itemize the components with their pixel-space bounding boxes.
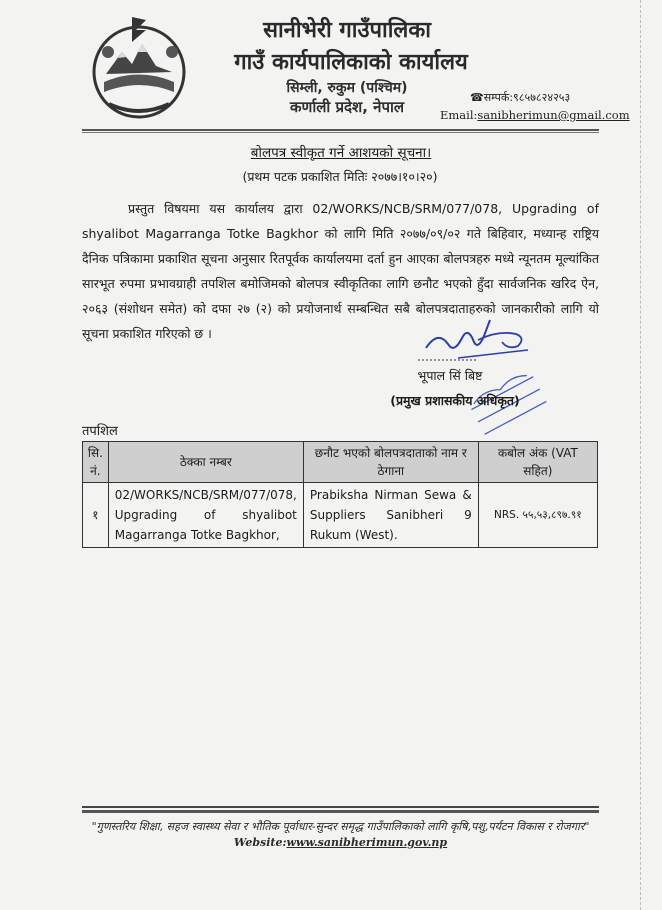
email-line — [440, 108, 630, 122]
row-bidder: Prabiksha Nirman Sewa & Suppliers Sanibheri 9 Rukum (West). — [303, 483, 478, 548]
signatory-name: भूपाल सिं बिष्ट — [417, 368, 483, 383]
col-serial: सि. नं. — [83, 442, 109, 483]
col-bidder: छनौट भएको बोलपत्रदाताको नाम र ठेगाना — [303, 442, 478, 483]
province-country: कर्णाली प्रदेश, नेपाल — [289, 98, 405, 116]
header-divider-thin — [82, 132, 599, 133]
email-label: Email: — [440, 108, 478, 122]
header-divider — [82, 129, 599, 131]
publication-date: (प्रथम पटक प्रकाशित मितिः २०७७।१०।२०) — [242, 169, 438, 184]
notice-title: बोलपत्र स्वीकृत गर्ने आशयको सूचना। — [250, 145, 432, 161]
website-label: Website: — [233, 836, 287, 849]
footer-divider — [82, 806, 599, 808]
office-location: सिम्ली, रुकुम (पश्चिम) — [286, 80, 408, 96]
col-contract: ठेक्का नम्बर — [108, 442, 303, 483]
contact-number: ☎सम्पर्क:९८५७८२४२५३ — [470, 91, 571, 104]
row-serial: १ — [83, 483, 109, 548]
nepal-emblem-icon — [84, 12, 194, 122]
municipality-name: सानीभेरी गाउँपालिका — [263, 17, 431, 43]
details-heading: तपशिल — [82, 424, 118, 439]
signatory-designation: (प्रमुख प्रशासकीय अधिकृत) — [390, 393, 520, 408]
footer-slogan: "गुणस्तरिय शिक्षा, सहज स्वास्थ्य सेवा र भौतिक पूर्वाधार-सुन्दर समृद्ध गाउँपालिकाको लागि कृषि,पशु,पर्यटन विकास र रोजगार" — [91, 820, 590, 833]
col-amount: कबोल अंक (VAT सहित) — [478, 442, 597, 483]
email-address[interactable]: sanibherimun@gmail.com — [477, 108, 630, 122]
footer-divider-thick — [82, 810, 599, 813]
scan-edge — [640, 0, 642, 910]
bid-table — [82, 441, 598, 548]
footer-website-line — [82, 836, 599, 849]
signature-icon — [418, 310, 538, 366]
table-header-row — [83, 442, 598, 483]
office-name: गाउँ कार्यपालिकाको कार्यालय — [234, 49, 468, 75]
table-row — [83, 483, 598, 548]
website-link[interactable]: www.sanibherimun.gov.np — [286, 836, 448, 849]
notice-body-text: प्रस्तुत विषयमा यस कार्यालय द्वारा 02/WORKS/NCB/SRM/077/078, Upgrading of shyalibot Magarranga Totke Bagkhor को लागि मिति २०७७/०९/०२ गते बिहिवार, मध्यान्ह राष्ट्रिय दैनिक पत्रिकामा प्रकाशित सूचना अनुसार रितपूर्वक कार्यालयमा दर्ता हुन आएका बोलपत्रहरु मध्ये न्यूनतम मूल्यांकित सारभूत रुपमा प्रभावग्राही तपशिल बमोजिमको बोलपत्र स्वीकृतिका लागि छनौट भएको हुँदा सार्वजनिक खरिद ऐन, २०६३ (संशोधन समेत) को दफा २७ (२) को प्रयोजनार्थ सम्बन्धित सबै बोलपत्रदाताहरुको जानकारीको लागि यो सूचना प्रकाशित गरिएको छ । — [82, 201, 599, 341]
row-contract: 02/WORKS/NCB/SRM/077/078, Upgrading of shyalibot Magarranga Totke Bagkhor, — [108, 483, 303, 548]
table-bottom-border — [82, 547, 598, 548]
row-amount: NRS. ५५,५३,८९७.९१ — [478, 483, 597, 548]
